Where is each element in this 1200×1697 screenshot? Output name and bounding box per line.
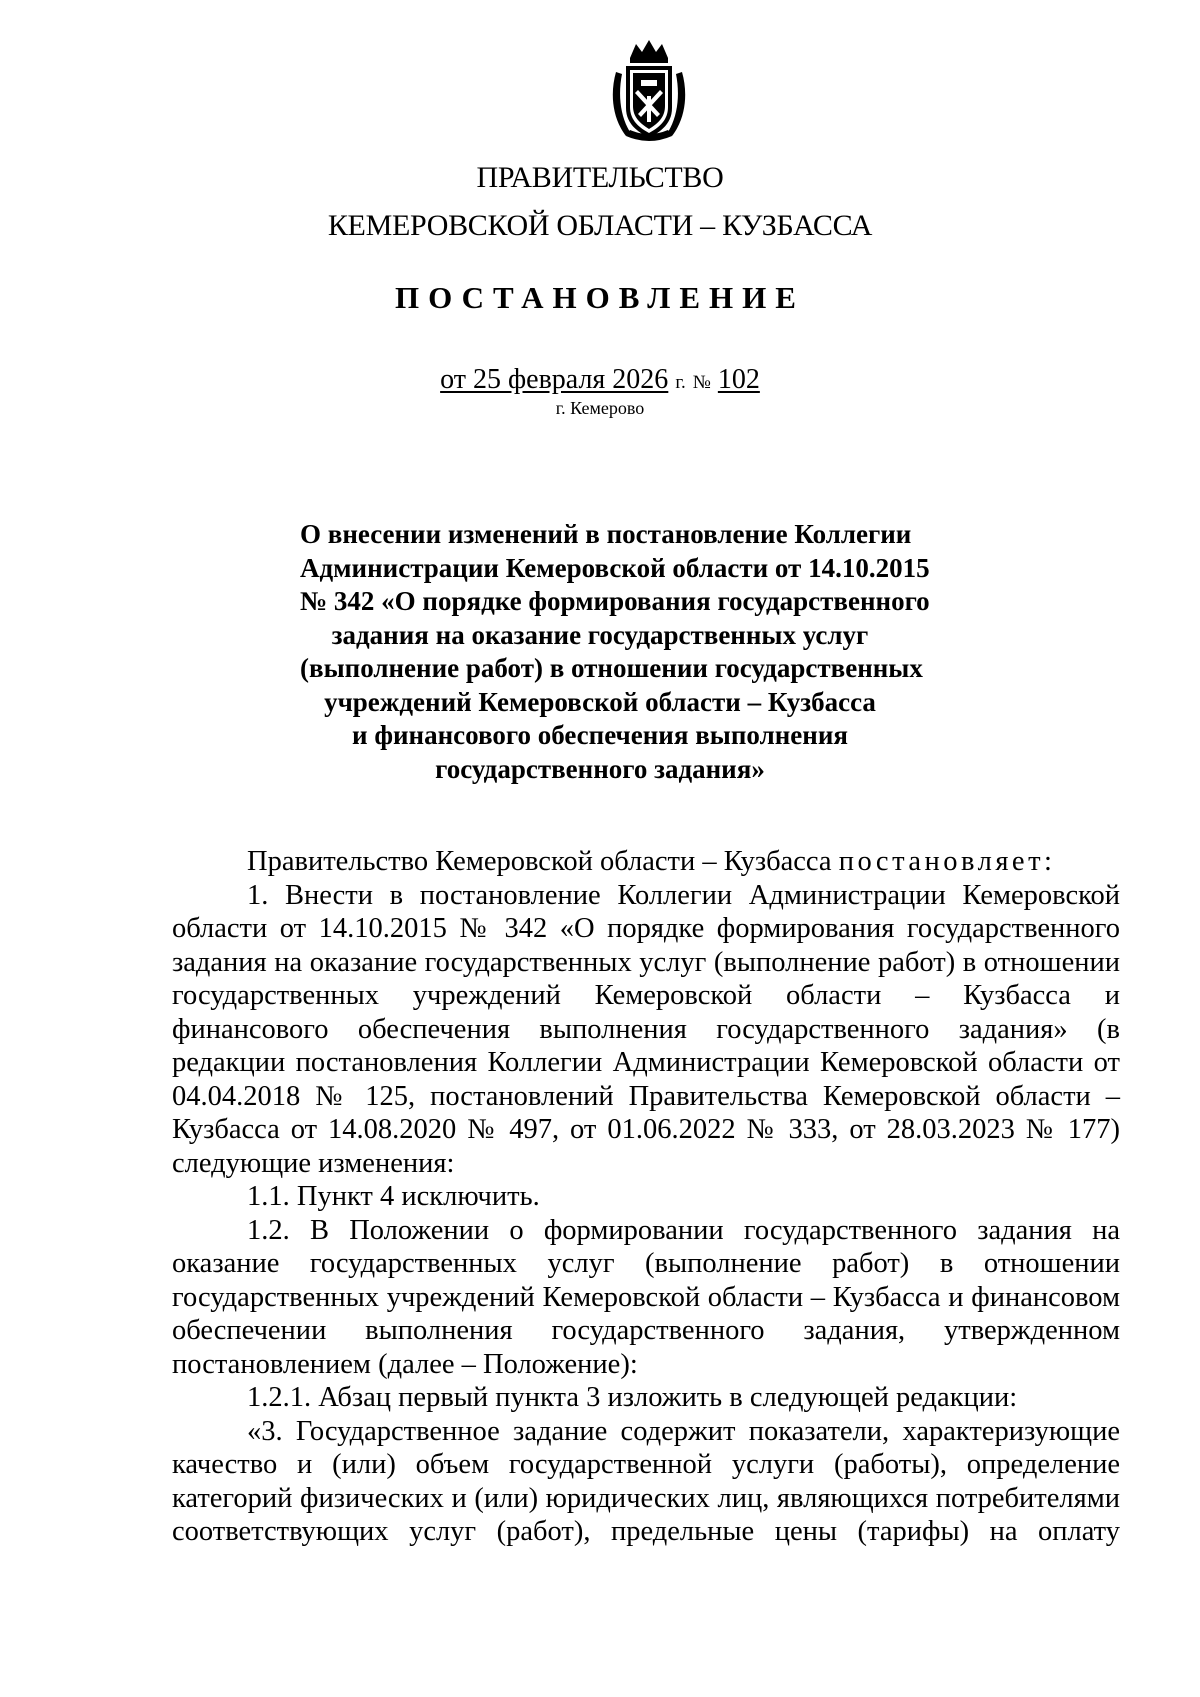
document-type-heading: ПОСТАНОВЛЕНИЕ — [395, 280, 805, 315]
document-date-number — [0, 364, 1200, 399]
coat-of-arms-kemerovo-icon — [608, 38, 690, 144]
document-number: 102 — [717, 364, 760, 395]
intro-verb: постановляет: — [838, 846, 1056, 877]
intro-paragraph — [172, 845, 1120, 879]
title-line: и финансового обеспечения выполнения — [352, 720, 848, 750]
document-city: г. Кемерово — [555, 398, 645, 418]
paragraph-1-1: 1.1. Пункт 4 исключить. — [247, 1181, 540, 1212]
number-sign: № — [692, 372, 711, 393]
paragraph-quote: «3. Государственное задание содержит показатели, характеризующие качество и (или) объем государственной услуги (работы), определение категорий физических и (или) юридических лиц, являющихся потребителями соответствующих услуг (работ), предельные цены (тарифы) на оплату — [172, 1415, 1120, 1547]
title-line: (выполнение работ) в отношении государственных — [300, 653, 923, 683]
organization-name-line-1: ПРАВИТЕЛЬСТВО — [476, 161, 724, 194]
paragraph-1: 1. Внести в постановление Коллегии Администрации Кемеровской области от 14.10.2015 № 342 «О порядке формирования государственного задания на оказание государственных услуг (выполнение работ) в отношении государственных учреждений Кемеровской области – Кузбасса и финансового обеспечения выполнения государственного задания» (в редакции постановления Коллегии Администрации Кемеровской области от 04.04.2018 № 125, постановлений Правительства Кемеровской области – Кузбасса от 14.08.2020 № 497, от 01.06.2022 № 333, от 28.03.2023 № 177) следующие изменения: — [172, 879, 1120, 1179]
title-line: О внесении изменений в постановление Коллегии — [300, 519, 912, 549]
paragraph-1-2: 1.2. В Положении о формировании государственного задания на оказание государственных услуг (выполнение работ) в отношении государственных учреждений Кемеровской области – Кузбасса и финансовом обеспечении выполнения государственного задания, утвержденном постановлением (далее – Положение): — [172, 1214, 1120, 1380]
year-abbreviation: г. — [675, 372, 686, 393]
title-line: задания на оказание государственных услуг — [331, 619, 869, 650]
title-line: Администрации Кемеровской области от 14.10.2015 — [300, 552, 930, 583]
document-body — [172, 845, 1120, 1549]
document-date: от 25 февраля 2026 — [440, 364, 669, 395]
intro-prefix: Правительство Кемеровской области – Кузбасса — [247, 846, 832, 877]
organization-name-line-2: КЕМЕРОВСКОЙ ОБЛАСТИ – КУЗБАССА — [327, 209, 873, 242]
title-line: учреждений Кемеровской области – Кузбасса — [324, 686, 876, 717]
title-line: государственного задания» — [435, 753, 765, 784]
document-title — [300, 518, 930, 786]
paragraph-1-2-1: 1.2.1. Абзац первый пункта 3 изложить в следующей редакции: — [247, 1382, 1018, 1413]
title-line: № 342 «О порядке формирования государственного — [300, 586, 930, 616]
